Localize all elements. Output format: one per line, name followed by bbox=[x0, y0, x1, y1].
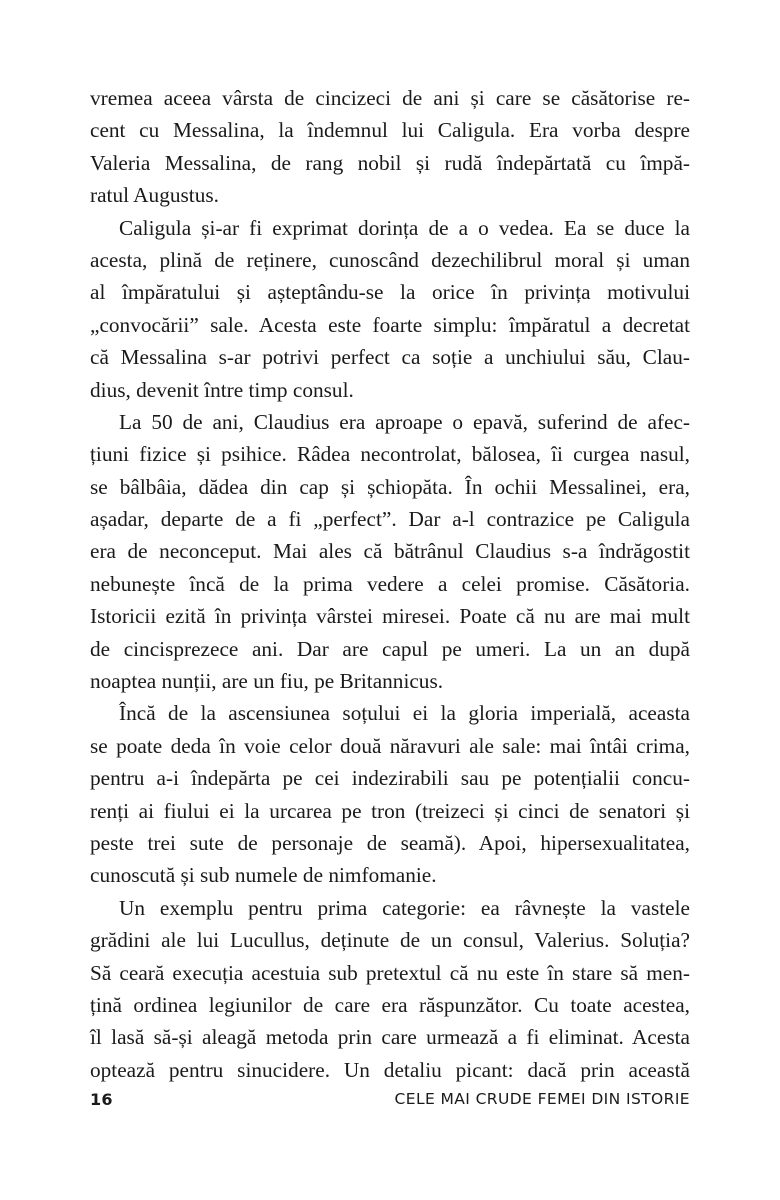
text-line: Să ceară execuția acestuia sub pretextul că nu este în stare să men- bbox=[90, 960, 690, 985]
paragraph-first-line: La 50 de ani, Claudius era aproape o epavă, suferind de afec- bbox=[119, 409, 690, 434]
text-line: se bâlbâia, dădea din cap și șchiopăta. În ochii Messalinei, era, bbox=[90, 474, 690, 499]
running-title: CELE MAI CRUDE FEMEI DIN ISTORIE bbox=[394, 1090, 690, 1108]
page-body-text bbox=[90, 82, 690, 1086]
paragraph-first-line: Caligula și-ar fi exprimat dorința de a o vedea. Ea se duce la bbox=[119, 215, 690, 240]
text-line: era de neconceput. Mai ales că bătrânul Claudius s-a îndrăgostit bbox=[90, 539, 690, 564]
paragraph-first-line: Încă de la ascensiunea soțului ei la gloria imperială, aceasta bbox=[119, 701, 690, 726]
text-line: dius, devenit între timp consul. bbox=[90, 377, 354, 402]
text-line: se poate deda în voie celor două năravuri ale sale: mai întâi crima, bbox=[90, 733, 690, 758]
text-line: nebunește încă de la prima vedere a celei promise. Căsătoria. bbox=[90, 571, 690, 596]
text-line: acesta, plină de reținere, cunoscând dezechilibrul moral și uman bbox=[90, 247, 690, 272]
text-line: optează pentru sinucidere. Un detaliu picant: dacă prin această bbox=[90, 1057, 690, 1082]
paragraph-first-line: Un exemplu pentru prima categorie: ea râvnește la vastele bbox=[119, 895, 690, 920]
text-line: de cincisprezece ani. Dar are capul pe umeri. La un an după bbox=[90, 636, 690, 661]
text-line: vremea aceea vârsta de cincizeci de ani și care se căsătorise re- bbox=[90, 86, 690, 110]
text-line: așadar, departe de a fi „perfect”. Dar a-l contrazice pe Caligula bbox=[90, 507, 690, 532]
text-line: că Messalina s-ar potrivi perfect ca soție a unchiului său, Clau- bbox=[90, 345, 690, 370]
text-line: peste trei sute de personaje de seamă). Apoi, hipersexualitatea, bbox=[90, 830, 690, 855]
text-line: „convocării” sale. Acesta este foarte simplu: împăratul a decretat bbox=[90, 312, 690, 337]
text-line: îl lasă să-și aleagă metoda prin care urmează a fi eliminat. Acesta bbox=[90, 1025, 690, 1050]
text-line: țină ordinea legiunilor de care era răspunzător. Cu toate acestea, bbox=[90, 992, 690, 1017]
text-line: noaptea nunții, are un fiu, pe Britannicus. bbox=[90, 669, 444, 694]
text-line: renți ai fiului ei la urcarea pe tron (treizeci și cinci de senatori și bbox=[90, 798, 690, 823]
text-line: cent cu Messalina, la îndemnul lui Caligula. Era vorba despre bbox=[90, 118, 690, 143]
text-line: pentru a-i îndepărta pe cei indezirabili sau pe potențialii concu- bbox=[90, 766, 690, 791]
text-line: grădini ale lui Lucullus, deținute de un consul, Valerius. Soluția? bbox=[90, 928, 690, 953]
page-footer bbox=[90, 1090, 690, 1112]
text-line: Valeria Messalina, de rang nobil și rudă îndepărtată cu împă- bbox=[90, 150, 690, 175]
text-line: cunoscută și sub numele de nimfomanie. bbox=[90, 863, 437, 888]
text-line: ratul Augustus. bbox=[90, 183, 219, 208]
page-number: 16 bbox=[90, 1090, 113, 1109]
text-line: țiuni fizice și psihice. Râdea necontrolat, bălosea, îi curgea nasul, bbox=[90, 442, 690, 467]
text-line: al împăratului și așteptându-se la orice în privința motivului bbox=[90, 280, 690, 305]
text-line: Istoricii ezită în privința vârstei miresei. Poate că nu are mai mult bbox=[90, 604, 690, 629]
